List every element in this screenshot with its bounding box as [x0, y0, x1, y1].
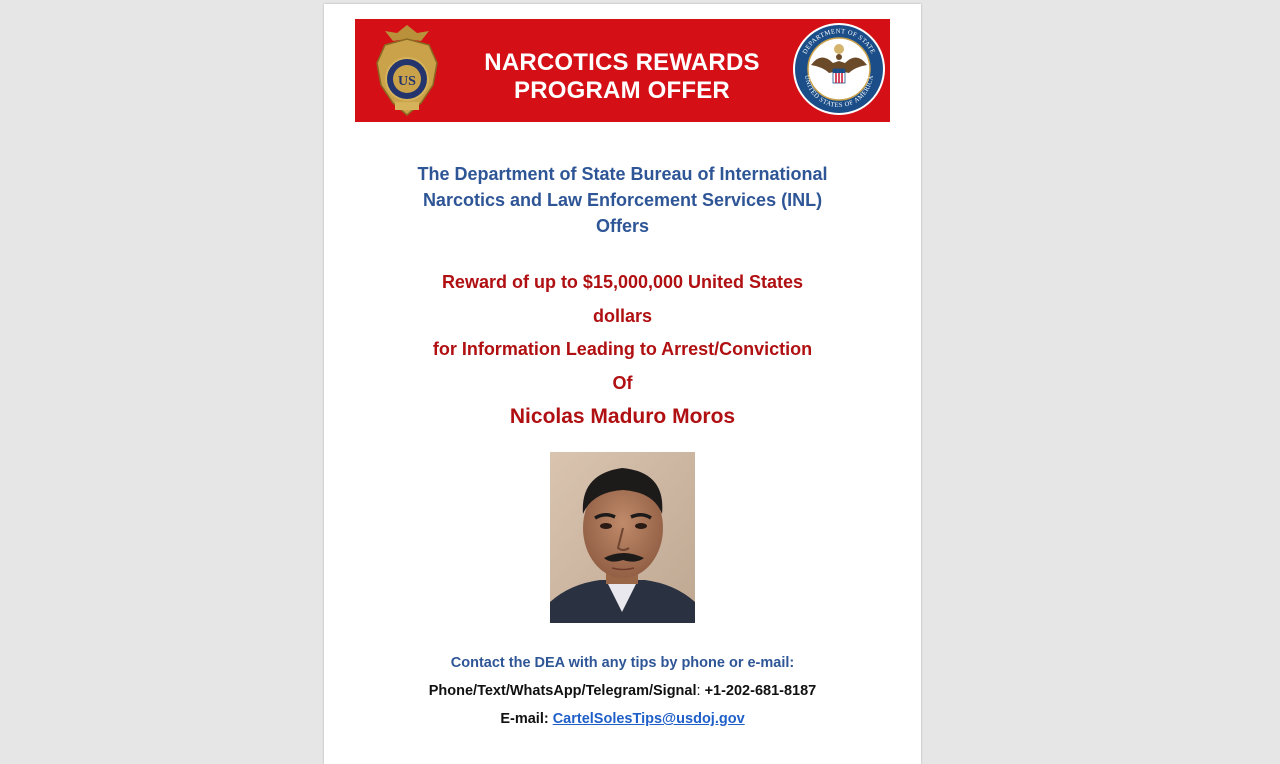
reward-line2: dollars: [592, 305, 653, 326]
reward-line4: Of: [612, 372, 633, 393]
intro-line3: Offers: [595, 216, 649, 236]
email-line: [324, 705, 921, 733]
intro-line1: The Department of State Bureau of International: [417, 164, 828, 184]
svg-text:UNITED STATES OF AMERICA: UNITED STATES OF AMERICA: [803, 74, 875, 110]
dea-badge-icon: [371, 23, 443, 118]
reward-line1: Reward of up to $15,000,000 United States: [441, 272, 804, 292]
contact-heading: Contact the DEA with any tips by phone or e-mail:: [450, 655, 795, 671]
header-banner: [355, 19, 890, 122]
svg-text:US: US: [398, 74, 416, 89]
phone-separator: :: [696, 683, 705, 699]
phone-number: +1-202-681-8187: [704, 683, 817, 699]
banner-title: [455, 49, 789, 105]
reward-line3: for Information Leading to Arrest/Conviction: [432, 339, 813, 359]
email-label: E-mail:: [500, 711, 553, 727]
contact-section: [324, 649, 921, 733]
reward-text: [324, 266, 921, 434]
phone-label: Phone/Text/WhatsApp/Telegram/Signal: [428, 683, 697, 699]
phone-line: [324, 677, 921, 705]
banner-title-line2: PROGRAM OFFER: [514, 77, 730, 104]
email-link[interactable]: CartelSolesTips@usdoj.gov: [552, 711, 745, 727]
document-page: [324, 4, 921, 764]
svg-text:DEPARTMENT OF STATE: DEPARTMENT OF STATE: [801, 27, 877, 56]
intro-text: [324, 161, 921, 239]
intro-line2: Narcotics and Law Enforcement Services (INL): [422, 190, 823, 210]
wanted-person-name: Nicolas Maduro Moros: [509, 405, 736, 428]
department-of-state-seal-icon: [791, 21, 887, 117]
suspect-photo: [550, 452, 695, 623]
banner-title-line1: NARCOTICS REWARDS: [484, 49, 760, 76]
